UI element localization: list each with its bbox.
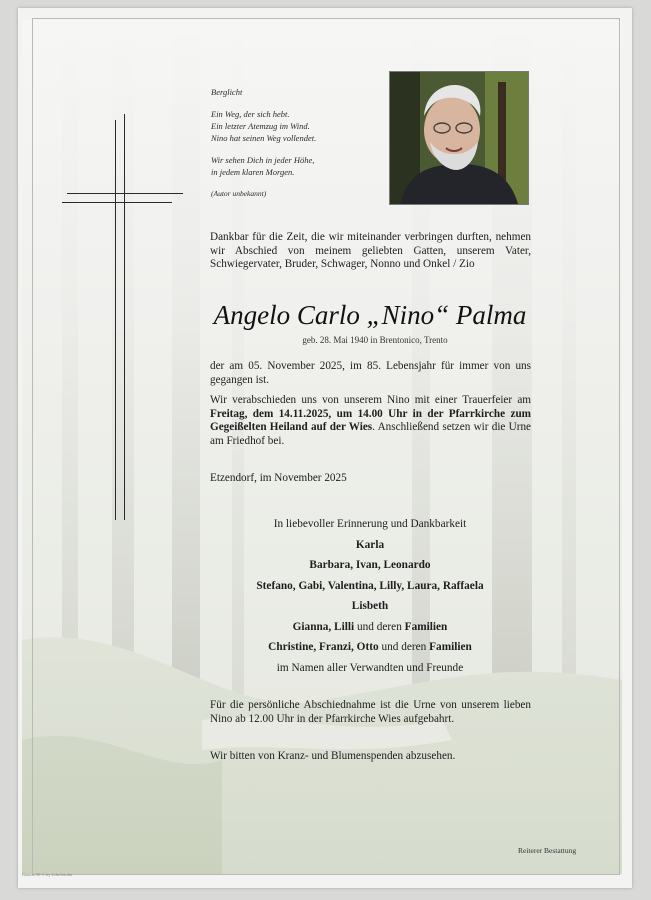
- signer-families: Familien: [429, 641, 472, 653]
- portrait-photo: [389, 71, 529, 205]
- signer-line: Barbara, Ivan, Leonardo: [309, 559, 431, 571]
- signer-connector: und deren: [354, 620, 405, 633]
- signer-line: Lisbeth: [351, 600, 389, 612]
- signers-block: [205, 514, 535, 678]
- poem-line: Wir sehen Dich in jeder Höhe,: [211, 155, 315, 165]
- cross-horizontal-line: [67, 193, 183, 194]
- deceased-name: Angelo Carlo „Nino“ Palma: [213, 300, 527, 330]
- farewell-text: Für die persönliche Abschiednahme ist die Urne von unserem lieben Nino ab 12.00 Uhr in der Pfarrkirche Wies aufgebahrt.: [210, 699, 531, 725]
- undertaker-name: Reiterer Bestattung: [518, 846, 577, 855]
- signers-intro: In liebevoller Erinnerung und Dankbarkeit: [273, 518, 467, 530]
- funeral-text-part: Wir verabschieden uns von unserem Nino mit einer Trauerfeier am: [210, 394, 531, 406]
- death-text: der am 05. November 2025, im 85. Lebensjahr für immer von uns gegangen ist.: [210, 360, 531, 386]
- signers-outro: im Namen aller Verwandten und Freunde: [276, 661, 464, 674]
- place-date: Etzendorf, im November 2025: [210, 472, 347, 484]
- poem-title: Berglicht: [211, 87, 243, 97]
- image-credit: Bäume 50 © by Lilu/fotolia: [22, 872, 73, 877]
- birth-info: geb. 28. Mai 1940 in Brentonico, Trento: [302, 335, 448, 345]
- poem: [211, 86, 381, 200]
- signer-line: Karla: [355, 538, 385, 551]
- poem-line: Nino hat seinen Weg vollendet.: [211, 133, 317, 143]
- signer-line: [205, 617, 535, 638]
- poem-line: Ein Weg, der sich hebt.: [211, 109, 290, 119]
- intro-text: Dankbar für die Zeit, die wir miteinander verbringen durften, nehmen wir Abschied von meinem geliebten Gatten, unserem Vater, Schwiegervater, Bruder, Schwager, Nonno und Onkel / Zio: [210, 231, 531, 271]
- poem-line: in jedem klaren Morgen.: [211, 167, 295, 177]
- signer-families: Familien: [404, 620, 448, 633]
- cross-vertical-line: [124, 114, 125, 520]
- funeral-text-part: . Anschließend setzen wir die Urne am Friedhof bei.: [210, 421, 532, 447]
- signer-line: Stefano, Gabi, Valentina, Lilly, Laura, Raffaela: [256, 579, 484, 592]
- cross-vertical-line: [115, 120, 116, 520]
- signer-names: Christine, Franzi, Otto: [268, 641, 379, 653]
- funeral-text: [210, 394, 531, 448]
- poem-author: (Autor unbekannt): [211, 189, 267, 198]
- flowers-text: Wir bitten von Kranz- und Blumenspenden abzusehen.: [210, 750, 456, 762]
- cross-horizontal-line: [62, 202, 172, 203]
- signer-names: Gianna, Lilli: [292, 620, 355, 633]
- poem-line: Ein letzter Atemzug im Wind.: [211, 121, 310, 131]
- signer-connector: und deren: [378, 641, 430, 653]
- funeral-date-location: Freitag, dem 14.11.2025, um 14.00 Uhr in der Pfarrkirche zum Gegeißelten Heiland auf der Wies: [210, 407, 531, 434]
- signer-line: [205, 637, 535, 658]
